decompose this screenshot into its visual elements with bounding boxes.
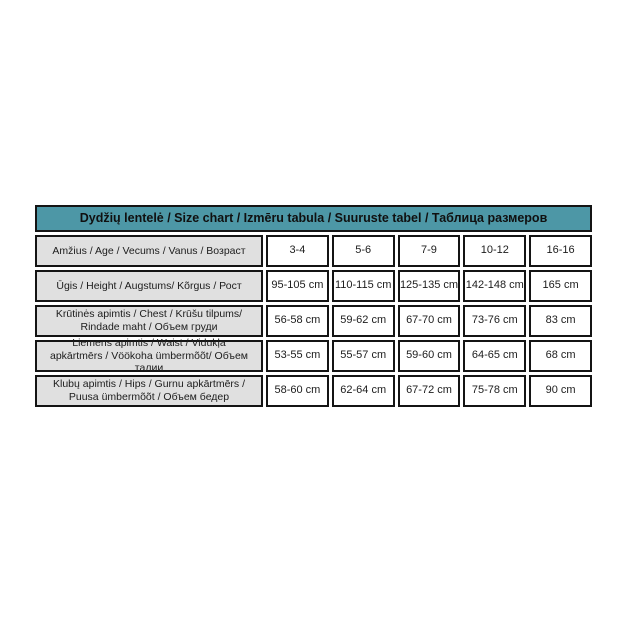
row-label-hips: Klubų apimtis / Hips / Gurnu apkārtmērs / Puusa ümbermõõt / Объем бедер: [35, 375, 263, 407]
cell-hips-size2: 62-64 cm: [332, 375, 395, 407]
cell-chest-size4: 73-76 cm: [463, 305, 526, 337]
cell-waist-size3: 59-60 cm: [398, 340, 461, 372]
cell-age-size1: 3-4: [266, 235, 329, 267]
row-label-age: Amžius / Age / Vecums / Vanus / Возраст: [35, 235, 263, 267]
cell-chest-size2: 59-62 cm: [332, 305, 395, 337]
cell-chest-size5: 83 cm: [529, 305, 592, 337]
cell-height-size3: 125-135 cm: [398, 270, 461, 302]
cell-waist-size5: 68 cm: [529, 340, 592, 372]
cell-waist-size4: 64-65 cm: [463, 340, 526, 372]
cell-hips-size5: 90 cm: [529, 375, 592, 407]
size-chart-table: [35, 205, 592, 407]
cell-hips-size1: 58-60 cm: [266, 375, 329, 407]
cell-height-size4: 142-148 cm: [463, 270, 526, 302]
cell-hips-size4: 75-78 cm: [463, 375, 526, 407]
cell-height-size1: 95-105 cm: [266, 270, 329, 302]
row-label-height: Ūgis / Height / Augstums/ Kõrgus / Рост: [35, 270, 263, 302]
cell-height-size2: 110-115 cm: [332, 270, 395, 302]
cell-hips-size3: 67-72 cm: [398, 375, 461, 407]
cell-chest-size3: 67-70 cm: [398, 305, 461, 337]
cell-age-size5: 16-16: [529, 235, 592, 267]
table-title: Dydžių lentelė / Size chart / Izmēru tabula / Suuruste tabel / Таблица размеров: [35, 205, 592, 232]
cell-height-size5: 165 cm: [529, 270, 592, 302]
cell-chest-size1: 56-58 cm: [266, 305, 329, 337]
row-label-chest: Krūtinės apimtis / Chest / Krūšu tilpums/ Rindade maht / Объем груди: [35, 305, 263, 337]
row-label-waist: Liemens apimtis / Waist / Vidukļa apkārtmērs / Vöökoha ümbermõõt/ Объем талии: [35, 340, 263, 372]
cell-age-size3: 7-9: [398, 235, 461, 267]
cell-age-size4: 10-12: [463, 235, 526, 267]
cell-age-size2: 5-6: [332, 235, 395, 267]
cell-waist-size2: 55-57 cm: [332, 340, 395, 372]
cell-waist-size1: 53-55 cm: [266, 340, 329, 372]
